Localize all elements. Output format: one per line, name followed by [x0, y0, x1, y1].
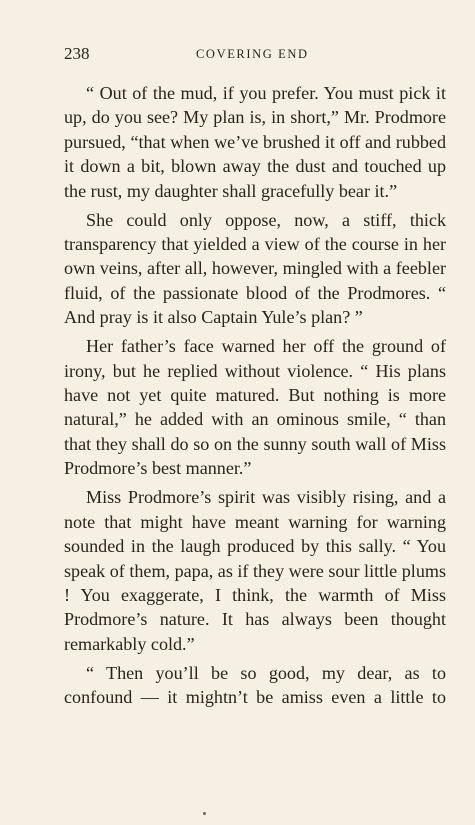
body-text [64, 81, 446, 714]
paragraph: She could only oppose, now, a stiff, thick transparency that yielded a view of the course in her own veins, after all, however, mingled with a feebler fluid, of the passionate blood of the Prodmores. “ And pray is it also Captain Yule’s plan? ” [64, 209, 446, 328]
footer-dot-mark [203, 812, 206, 815]
page-header [64, 44, 443, 64]
paragraph: “ Then you’ll be so good, my dear, as to confound — it mightn’t be amiss even a little to [64, 662, 446, 708]
running-head: COVERING END [196, 47, 309, 61]
paragraph: Her father’s face warned her off the ground of irony, but he replied without violence. “ His plans have not yet quite matured. But nothing is more natural,” he added with an ominous smile, “ than that they shall do so on the sunny south wall of Miss Prodmore’s best manner.” [64, 336, 446, 479]
paragraph: “ Out of the mud, if you prefer. You must pick it up, do you see? My plan is, in short,” Mr. Prodmore pursued, “that when we’ve brushed it off and rubbed it down a bit, blown away the dust and touched up the rust, my daughter shall gracefully bear it.” [64, 83, 446, 201]
paragraph: Miss Prodmore’s spirit was visibly rising, and a note that might have meant warning for warning sounded in the laugh produced by this sally. “ You speak of them, papa, as if they were sour little plums ! You exaggerate, I think, the warmth of Miss Prodmore’s nature. It has always been thought remarkably cold.” [64, 487, 446, 654]
page-number: 238 [64, 44, 90, 63]
